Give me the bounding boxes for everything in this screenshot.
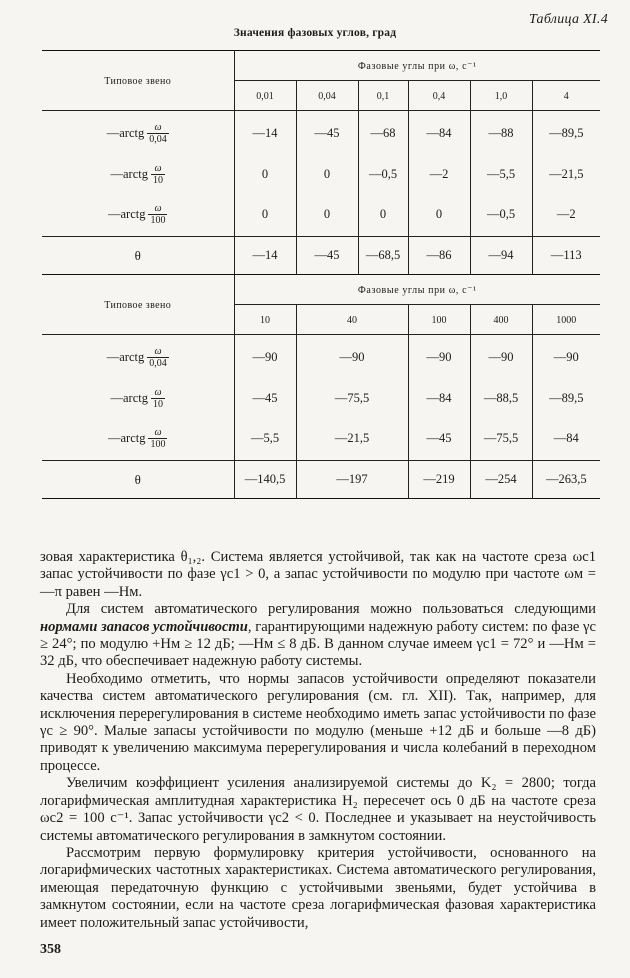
column-header-text: 400 xyxy=(493,315,509,326)
column-header xyxy=(234,305,296,335)
table-cell: —90 xyxy=(408,335,470,381)
group-header xyxy=(234,51,600,81)
table-cell: —84 xyxy=(532,417,600,461)
table-number: Таблица XI.4 xyxy=(528,12,608,27)
paragraph xyxy=(40,671,596,775)
fraction-denominator: 0,04 xyxy=(149,134,167,146)
column-header-text: 0,1 xyxy=(376,91,390,102)
column-header xyxy=(234,81,296,111)
transfer-function xyxy=(107,122,169,145)
column-header xyxy=(408,81,470,111)
column-header xyxy=(532,81,600,111)
column-header xyxy=(408,305,470,335)
fraction xyxy=(148,203,167,226)
row-label xyxy=(42,381,234,417)
column-header-text: 0,4 xyxy=(432,91,446,102)
fraction xyxy=(147,346,169,369)
function-name: —arctg xyxy=(110,391,148,405)
fraction xyxy=(151,387,165,410)
column-header-text: 40 xyxy=(347,315,357,326)
total-cell: —219 xyxy=(408,461,470,499)
fraction-numerator: ω xyxy=(154,202,162,214)
row-label-header-text: Типовое звено xyxy=(104,300,172,311)
fraction-denominator: 100 xyxy=(150,438,166,450)
column-header xyxy=(296,81,358,111)
transfer-function xyxy=(111,387,165,410)
column-header-text: 0,01 xyxy=(256,91,274,102)
row-label xyxy=(42,335,234,381)
total-cell: —86 xyxy=(408,237,470,275)
total-cell: —197 xyxy=(296,461,408,499)
fraction-denominator: 100 xyxy=(150,214,166,226)
fraction-numerator: ω xyxy=(154,387,162,398)
phase-angle-table xyxy=(42,50,600,499)
fraction-denominator: 0,04 xyxy=(149,358,167,370)
table-cell: 0 xyxy=(296,193,358,237)
table-cell: —89,5 xyxy=(532,111,600,157)
total-cell: —113 xyxy=(532,237,600,275)
text-run: Для систем автоматического регулирования можно пользоваться следующими xyxy=(66,601,596,618)
function-name: —arctg xyxy=(108,430,146,445)
paragraph xyxy=(40,775,596,845)
fraction-denominator: 10 xyxy=(152,399,163,410)
row-label-header xyxy=(42,51,234,111)
column-header-text: 1000 xyxy=(556,315,577,326)
text-run: Увеличим коэффициент усиления анализируемой системы до K₂ = 2800; тогда логарифмическая амплитудная характеристика H₂ пересечет ось 0 дБ на частоте среза ωс2 = 100 с⁻¹. Запас устойчивости γс2 < 0. Последнее и указывает на неустойчивость системы автоматического регулирования в замкнутом состоянии. xyxy=(40,775,596,844)
emphasized-text: нормами запасов устойчивости xyxy=(40,618,248,635)
theta-symbol: θ xyxy=(134,471,141,487)
table-cell: 0 xyxy=(296,157,358,193)
transfer-function xyxy=(108,203,167,226)
table-cell: —68 xyxy=(358,111,408,157)
column-header-text: 0,04 xyxy=(318,91,336,102)
text-run: , гарантирующими надежную работу систем: по фазе γс ≥ 24°; по модулю +Hм ≥ 12 дБ; —Hм ≤ 8 дБ. В данном случае имеем γс1 = 72° и —Hм = 32 дБ, что обеспечивает надежную работу системы. xyxy=(40,618,596,670)
transfer-function xyxy=(111,163,165,186)
table-cell: —2 xyxy=(532,193,600,237)
paragraph xyxy=(40,549,596,601)
total-cell: —14 xyxy=(234,237,296,275)
total-cell: —140,5 xyxy=(234,461,296,499)
column-header xyxy=(470,305,532,335)
text-run: зовая характеристика θ₁,₂. Система является устойчивой, так как на частоте среза ωс1 запас устойчивости по фазе γс1 > 0, а запас устойчивости по модулю при частоте ωм = —π равен —Hм. xyxy=(40,549,596,600)
table-cell: —90 xyxy=(296,335,408,381)
table-cell: —88,5 xyxy=(470,381,532,417)
table-cell: —90 xyxy=(532,335,600,381)
table-cell: —90 xyxy=(234,335,296,381)
function-name: —arctg xyxy=(106,350,145,365)
table-cell: —45 xyxy=(296,111,358,157)
table-cell: 0 xyxy=(408,193,470,237)
group-header-text: Фазовые углы при ω, с⁻¹ xyxy=(357,61,477,72)
function-name: —arctg xyxy=(110,167,148,181)
fraction xyxy=(147,122,169,145)
total-cell: —68,5 xyxy=(358,237,408,275)
text-run: Рассмотрим первую формулировку критерия устойчивости, основанного на логарифмических частотных характеристиках. Система автоматического регулирования, имеющая передаточную функцию с устойчивыми звеньями, будет устойчива в замкнутом состоянии, если на частоте среза логарифмическая фазовая характеристика имеет положительный запас устойчивости, xyxy=(40,844,596,931)
table-cell: —21,5 xyxy=(296,417,408,461)
total-cell: —94 xyxy=(470,237,532,275)
fraction-numerator: ω xyxy=(154,346,162,358)
table-cell: —45 xyxy=(408,417,470,461)
row-label xyxy=(42,157,234,193)
table-cell: —14 xyxy=(234,111,296,157)
column-header-text: 1,0 xyxy=(494,91,508,102)
row-label-header xyxy=(42,275,234,335)
total-cell: —263,5 xyxy=(532,461,600,499)
theta-label xyxy=(42,237,234,275)
table-cell: —90 xyxy=(470,335,532,381)
paragraph xyxy=(40,601,596,671)
row-label xyxy=(42,417,234,461)
table-cell: —75,5 xyxy=(470,417,532,461)
table-cell: —5,5 xyxy=(470,157,532,193)
table-title: Значения фазовых углов, град xyxy=(233,27,397,39)
fraction-numerator: ω xyxy=(154,163,162,174)
table-cell: 0 xyxy=(234,193,296,237)
group-header xyxy=(234,275,600,305)
column-header-text: 10 xyxy=(260,315,270,326)
column-header xyxy=(358,81,408,111)
page-number: 358 xyxy=(40,942,61,957)
transfer-function xyxy=(107,346,169,369)
column-header xyxy=(470,81,532,111)
column-header xyxy=(296,305,408,335)
column-header-text: 100 xyxy=(431,315,447,326)
fraction-numerator: ω xyxy=(154,122,162,134)
row-label-header-text: Типовое звено xyxy=(104,76,172,87)
function-name: —arctg xyxy=(108,206,146,221)
fraction-numerator: ω xyxy=(154,426,162,438)
row-label xyxy=(42,193,234,237)
transfer-function xyxy=(108,427,167,450)
text-run: Необходимо отметить, что нормы запасов устойчивости определяют показатели качества систем автоматического регулирования (см. гл. XII). Так, например, для исключения перерегулирования в системе необходимо иметь запас устойчивости по фазе γс ≥ 90°. Малые запасы устойчивости по модулю (меньше +12 дБ и больше —8 дБ) приводят к увеличению максимума перерегулирования и числа колебаний в переходном процессе. xyxy=(40,670,596,774)
table-cell: 0 xyxy=(358,193,408,237)
total-cell: —254 xyxy=(470,461,532,499)
table-cell: —89,5 xyxy=(532,381,600,417)
table-cell: —88 xyxy=(470,111,532,157)
table-cell: —84 xyxy=(408,111,470,157)
column-header-text: 4 xyxy=(563,91,569,102)
paragraph xyxy=(40,845,596,932)
body-text xyxy=(40,549,596,932)
fraction xyxy=(151,163,165,186)
column-header xyxy=(532,305,600,335)
table-cell: —2 xyxy=(408,157,470,193)
fraction xyxy=(148,427,167,450)
row-label xyxy=(42,111,234,157)
table-cell: —84 xyxy=(408,381,470,417)
table-cell: —5,5 xyxy=(234,417,296,461)
table-cell: —0,5 xyxy=(470,193,532,237)
table-cell: —45 xyxy=(234,381,296,417)
table-cell: —21,5 xyxy=(532,157,600,193)
fraction-denominator: 10 xyxy=(152,175,163,186)
group-header-text: Фазовые углы при ω, с⁻¹ xyxy=(357,285,477,296)
theta-symbol: θ xyxy=(134,247,141,263)
total-cell: —45 xyxy=(296,237,358,275)
theta-label xyxy=(42,461,234,499)
table-cell: —0,5 xyxy=(358,157,408,193)
table-cell: —75,5 xyxy=(296,381,408,417)
table-cell: 0 xyxy=(234,157,296,193)
function-name: —arctg xyxy=(106,126,145,141)
